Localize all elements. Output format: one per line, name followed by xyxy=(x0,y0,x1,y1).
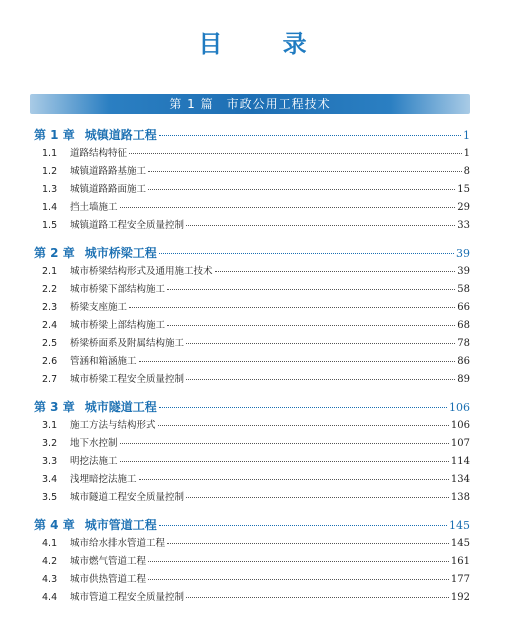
section-title: 浅埋暗挖法施工 xyxy=(70,474,137,485)
section-list xyxy=(34,535,470,607)
section-title: 城镇道路路基施工 xyxy=(70,166,147,177)
section-page-number: 8 xyxy=(463,166,470,177)
section-page-number: 33 xyxy=(457,220,470,231)
section-number: 1.5 xyxy=(42,220,58,231)
toc-section-entry[interactable] xyxy=(34,489,470,507)
chapter-number: 第 2 章 xyxy=(34,246,75,260)
section-title: 桥梁桥面系及附属结构施工 xyxy=(70,338,185,349)
table-of-contents xyxy=(34,126,470,616)
toc-section-entry[interactable] xyxy=(34,163,470,181)
section-title: 城市供热管道工程 xyxy=(70,574,147,585)
dot-leader xyxy=(159,407,447,408)
section-number: 2.1 xyxy=(42,266,58,277)
chapter-number: 第 1 章 xyxy=(34,128,75,142)
dot-leader xyxy=(139,479,449,480)
toc-section-entry[interactable] xyxy=(34,553,470,571)
section-title: 城市桥梁工程安全质量控制 xyxy=(70,374,185,385)
section-page-number: 58 xyxy=(457,284,470,295)
chapter-title: 城市管道工程 xyxy=(84,518,157,532)
section-list xyxy=(34,417,470,507)
section-number: 1.4 xyxy=(42,202,58,213)
toc-section-entry[interactable] xyxy=(34,199,470,217)
section-title: 挡土墙施工 xyxy=(70,202,118,213)
section-page-number: 114 xyxy=(450,456,470,467)
section-title: 城市桥梁下部结构施工 xyxy=(70,284,166,295)
chapter-title: 城市隧道工程 xyxy=(84,400,157,414)
dot-leader xyxy=(148,561,449,562)
section-number: 1.1 xyxy=(42,148,58,159)
page-title: 目 录 xyxy=(198,30,333,58)
section-number: 3.1 xyxy=(42,420,58,431)
section-page-number: 177 xyxy=(450,574,470,585)
section-title: 明挖法施工 xyxy=(70,456,118,467)
section-page-number: 29 xyxy=(457,202,470,213)
dot-leader xyxy=(120,207,456,208)
toc-section-entry[interactable] xyxy=(34,589,470,607)
section-number: 2.4 xyxy=(42,320,58,331)
section-title: 城市管道工程安全质量控制 xyxy=(70,592,185,603)
toc-section-entry[interactable] xyxy=(34,335,470,353)
dot-leader xyxy=(139,361,456,362)
section-number: 4.1 xyxy=(42,538,58,549)
dot-leader xyxy=(129,307,455,308)
chapter-number: 第 3 章 xyxy=(34,400,75,414)
chapter-page-number: 1 xyxy=(463,129,470,142)
section-title: 管涵和箱涵施工 xyxy=(70,356,137,367)
toc-section-entry[interactable] xyxy=(34,217,470,235)
section-page-number: 1 xyxy=(463,148,470,159)
dot-leader xyxy=(159,253,454,254)
toc-section-entry[interactable] xyxy=(34,471,470,489)
dot-leader xyxy=(186,597,449,598)
toc-section-entry[interactable] xyxy=(34,435,470,453)
section-title: 城市隧道工程安全质量控制 xyxy=(70,492,185,503)
dot-leader xyxy=(159,525,447,526)
section-title: 城市燃气管道工程 xyxy=(70,556,147,567)
section-page-number: 138 xyxy=(450,492,470,503)
dot-leader xyxy=(167,325,455,326)
dot-leader xyxy=(186,497,449,498)
toc-section-entry[interactable] xyxy=(34,281,470,299)
toc-section-entry[interactable] xyxy=(34,181,470,199)
toc-chapter xyxy=(34,398,470,507)
dot-leader xyxy=(148,189,455,190)
section-number: 3.5 xyxy=(42,492,58,503)
dot-leader xyxy=(148,171,462,172)
toc-section-entry[interactable] xyxy=(34,535,470,553)
section-number: 3.4 xyxy=(42,474,58,485)
toc-section-entry[interactable] xyxy=(34,299,470,317)
chapter-page-number: 106 xyxy=(449,401,470,414)
section-page-number: 66 xyxy=(457,302,470,313)
section-title: 城镇道路路面施工 xyxy=(70,184,147,195)
section-title: 桥梁支座施工 xyxy=(70,302,128,313)
chapter-heading[interactable] xyxy=(34,516,470,535)
toc-section-entry[interactable] xyxy=(34,571,470,589)
part-title: 第 1 篇 市政公用工程技术 xyxy=(169,97,331,111)
dot-leader xyxy=(186,225,455,226)
section-page-number: 106 xyxy=(450,420,470,431)
toc-section-entry[interactable] xyxy=(34,145,470,163)
chapter-number: 第 4 章 xyxy=(34,518,75,532)
section-number: 2.3 xyxy=(42,302,58,313)
toc-section-entry[interactable] xyxy=(34,417,470,435)
chapter-heading[interactable] xyxy=(34,244,470,263)
section-page-number: 192 xyxy=(450,592,470,603)
section-page-number: 68 xyxy=(457,320,470,331)
section-number: 2.6 xyxy=(42,356,58,367)
section-page-number: 89 xyxy=(457,374,470,385)
dot-leader xyxy=(215,271,456,272)
toc-section-entry[interactable] xyxy=(34,371,470,389)
section-number: 2.7 xyxy=(42,374,58,385)
section-title: 道路结构特征 xyxy=(70,148,128,159)
section-number: 2.5 xyxy=(42,338,58,349)
section-number: 3.2 xyxy=(42,438,58,449)
section-title: 城镇道路工程安全质量控制 xyxy=(70,220,185,231)
section-title: 城市桥梁结构形式及通用施工技术 xyxy=(70,266,213,277)
section-page-number: 15 xyxy=(457,184,470,195)
section-number: 4.2 xyxy=(42,556,58,567)
chapter-title: 城市桥梁工程 xyxy=(84,246,157,260)
dot-leader xyxy=(129,153,462,154)
section-number: 2.2 xyxy=(42,284,58,295)
section-title: 地下水控制 xyxy=(70,438,118,449)
chapter-heading[interactable] xyxy=(34,126,470,145)
dot-leader xyxy=(167,543,449,544)
toc-chapter xyxy=(34,244,470,389)
section-number: 4.4 xyxy=(42,592,58,603)
chapter-heading[interactable] xyxy=(34,398,470,417)
dot-leader xyxy=(148,579,449,580)
section-title: 城市桥梁上部结构施工 xyxy=(70,320,166,331)
toc-section-entry[interactable] xyxy=(34,453,470,471)
section-page-number: 161 xyxy=(450,556,470,567)
section-page-number: 86 xyxy=(457,356,470,367)
dot-leader xyxy=(120,461,449,462)
section-page-number: 107 xyxy=(450,438,470,449)
toc-section-entry[interactable] xyxy=(34,353,470,371)
dot-leader xyxy=(120,443,449,444)
toc-section-entry[interactable] xyxy=(34,263,470,281)
section-number: 3.3 xyxy=(42,456,58,467)
chapter-title: 城镇道路工程 xyxy=(84,128,157,142)
dot-leader xyxy=(158,425,449,426)
section-title: 施工方法与结构形式 xyxy=(70,420,156,431)
dot-leader xyxy=(186,343,455,344)
section-list xyxy=(34,145,470,235)
section-title: 城市给水排水管道工程 xyxy=(70,538,166,549)
section-page-number: 78 xyxy=(457,338,470,349)
toc-section-entry[interactable] xyxy=(34,317,470,335)
dot-leader xyxy=(167,289,455,290)
section-number: 1.3 xyxy=(42,184,58,195)
section-list xyxy=(34,263,470,389)
toc-chapter xyxy=(34,516,470,607)
section-number: 1.2 xyxy=(42,166,58,177)
dot-leader xyxy=(186,379,455,380)
section-page-number: 39 xyxy=(457,266,470,277)
chapter-page-number: 145 xyxy=(449,519,470,532)
part-banner xyxy=(30,94,470,114)
toc-chapter xyxy=(34,126,470,235)
section-page-number: 134 xyxy=(450,474,470,485)
section-number: 4.3 xyxy=(42,574,58,585)
chapter-page-number: 39 xyxy=(456,247,470,260)
dot-leader xyxy=(159,135,461,136)
section-page-number: 145 xyxy=(450,538,470,549)
